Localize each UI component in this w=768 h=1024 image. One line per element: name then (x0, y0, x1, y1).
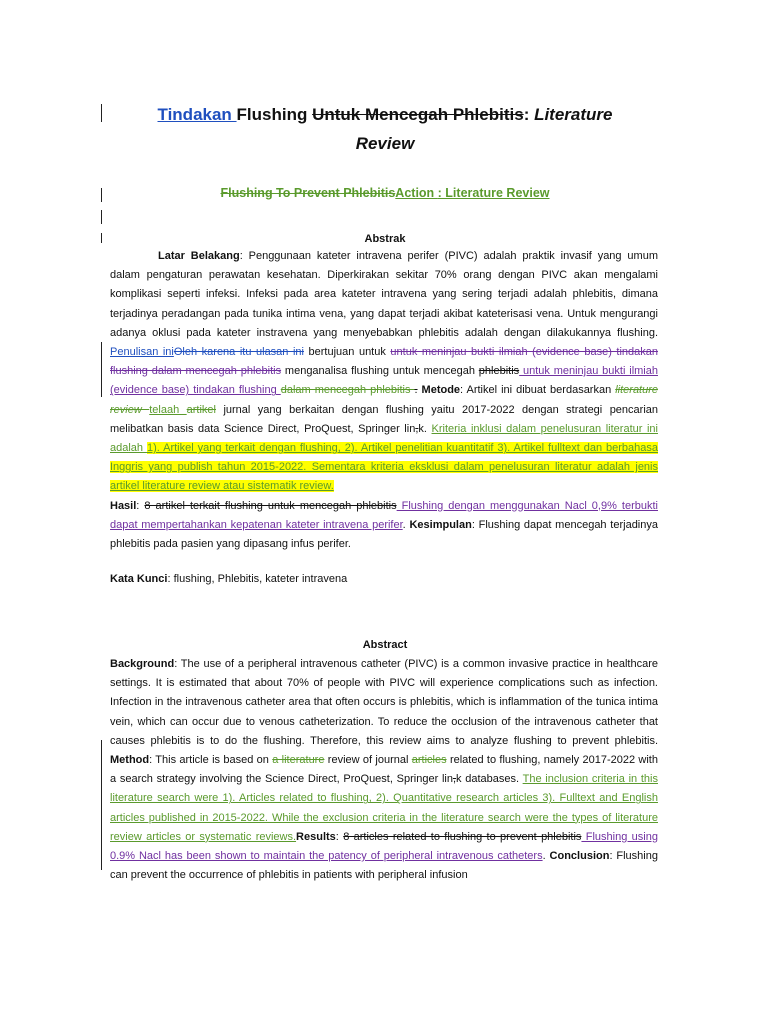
title-part-review: Review (355, 134, 415, 153)
title-part-strike: Untuk Mencegah Phlebitis (312, 105, 524, 124)
latar-text: : Penggunaan kateter intravena perifer (PIVC) adalah praktik invasif yang umum dalam pengaturan perawatan kesehatan. Diperkirakan sekitar 70% orang dengan PIVC akan mengalami komplikasi seperti infeksi. Infeksi pada area kateter intravena yang sering terjadi adalah phlebitis, dimana terjadinya peradangan pada tunika intima vena, yang dapat terjadi akibat kateterisasi vena. Untuk mengurangi adanya oklusi pada kateter instravena yang menyebabkan phlebitis adalah dengan dilakukannya flushing. (110, 250, 658, 339)
document-subtitle (110, 186, 660, 200)
kesimpulan-label: Kesimpulan (409, 518, 472, 531)
kriteria-inserted: Kriteria inklusi dalam penelusuran literatur ini adalah (110, 422, 658, 455)
change-bar (101, 210, 102, 224)
abstract-paragraph (110, 655, 658, 885)
results-inserted: Flushing using 0.9% Nacl has been shown to maintain the patency of peripheral intravenous catheters (110, 830, 658, 863)
method-text-2: review of journal (324, 754, 412, 767)
penulisan-insert: Penulisan ini (110, 346, 174, 359)
hasil-dot: . (402, 518, 410, 531)
subtitle-rest: : Literature Review (437, 186, 550, 200)
change-bar (101, 342, 102, 397)
results-deleted: 8 articles related to flushing to prevent phlebitis (343, 830, 582, 843)
hasil-inserted: Flushing dengan menggunakan Nacl 0,9% terbukti dapat mempertahankan kepatenan kateter intravena perifer (110, 499, 658, 531)
results-label: Results (296, 830, 336, 843)
change-bar (101, 233, 102, 243)
metode-text-1: : Artikel ini dibuat berdasarkan (460, 384, 616, 397)
metode-text-2: jurnal yang berkaitan dengan flushing yaitu 2017-2022 dengan strategi pencarian melibatkan basis data Science Direct, ProQuest, Springer lin (110, 403, 659, 435)
conclusion-label: Conclusion (549, 850, 610, 863)
method-comma-deleted: , (452, 773, 457, 786)
metode-label: Metode (421, 384, 461, 397)
method-k: k databases. (456, 773, 523, 786)
oleh-deleted: Oleh karena itu ulasan ini (173, 346, 304, 359)
dalam-deleted: dalam mencegah phlebitis (280, 384, 415, 397)
kesimpulan-text: : Flushing dapat mencegah terjadinya phlebitis pada pasien yang dipasang infus perifer. (110, 518, 658, 551)
inclusion-inserted: The inclusion criteria in this literature search were 1). Articles related to flushing, 2). Quantitative research articles 3). Fulltext and English articles published in 2015-2022. While the exclusion criteria in the literature search were the types of literature review articles or systematic reviews. (110, 773, 658, 843)
results-dot: . (542, 850, 550, 863)
title-part-flushing: Flushing (236, 105, 313, 124)
lit-review-deleted: literature review (110, 384, 659, 416)
method-text-3: related to flushing, namely 2017-2022 with a search strategy involving the Science Direct, ProQuest, Springer lin (110, 754, 658, 786)
title-part-tindakan: Tindakan (157, 105, 237, 124)
metode-k: k. (418, 422, 432, 435)
tujuan-deleted: untuk meninjau bukti ilmiah (evidence base) tindakan flushing dalam mencegah phlebitis (110, 346, 659, 378)
hasil-colon: : (136, 499, 145, 512)
subtitle-strike: Flushing To Prevent Phlebitis (220, 186, 396, 200)
keywords-line (110, 573, 347, 585)
keywords-text: : flushing, Phlebitis, kateter intravena (167, 573, 348, 585)
tujuan-inserted: untuk meninjau bukti ilmiah (evidence base) tindakan flushing (110, 365, 658, 397)
hasil-label: Hasil (110, 499, 137, 512)
abstract-heading: Abstract (362, 639, 408, 651)
dot-deleted: . (414, 384, 418, 397)
keywords-label: Kata Kunci (110, 573, 168, 585)
document-title (110, 100, 660, 158)
kriteria-highlighted: 1). Artikel yang terkait dengan flushing, 2). Artikel penelitian kuantitatif 3). Artikel fulltext dan berbahasa Inggris yang publish tahun 2015-2022. Sementara kriteria eksklusi dalam penelusuran literatur adalah jenis artikel literature review atau sistematik review. (110, 442, 658, 493)
change-bar (101, 104, 102, 122)
method-label: Method (110, 754, 150, 767)
latar-label: Latar Belakang (158, 250, 240, 262)
results-colon: : (335, 830, 344, 843)
title-part-literature: Literature (534, 105, 613, 124)
hasil-deleted: 8 artikel terkait flushing untuk mencegah phlebitis (144, 499, 397, 512)
method-text-1: : This article is based on (149, 754, 273, 767)
title-part-colon: : (523, 105, 535, 124)
bertujuan-text: bertujuan untuk (303, 346, 391, 359)
menganalisa-text: menganalisa flushing untuk mencegah (281, 365, 479, 378)
artikel-deleted: artikel (186, 403, 216, 416)
articles-deleted: articles (411, 754, 447, 767)
conclusion-text: : Flushing can prevent the occurrence of phlebitis in patients with peripheral infusion (110, 850, 658, 882)
metode-comma-deleted: , (415, 422, 419, 435)
change-bar (101, 188, 102, 202)
background-label: Background (110, 658, 175, 670)
background-text: : The use of a peripheral intravenous catheter (PIVC) is a common invasive practice in healthcare settings. It is estimated that about 70% of people with PIVC will experience complications such as infection. Infection in the intravenous catheter area that often occurs is phlebitis, which is inflammation of the tunica intima vein, which can occur due to venous catheterization. To reduce the occlusion of the intravenous catheter that causes phlebitis is to do the flushing. Therefore, this review aims to analyze flushing to prevent phlebitis. (110, 658, 658, 747)
abstrak-heading: Abstrak (364, 233, 406, 245)
change-bar (101, 740, 102, 870)
a-literature-deleted: a literature (272, 754, 325, 767)
telaah-inserted: telaah (149, 403, 187, 416)
subtitle-action: Action (395, 186, 438, 200)
abstrak-paragraph (110, 247, 658, 554)
phlebitis-deleted: phlebitis (478, 365, 520, 378)
